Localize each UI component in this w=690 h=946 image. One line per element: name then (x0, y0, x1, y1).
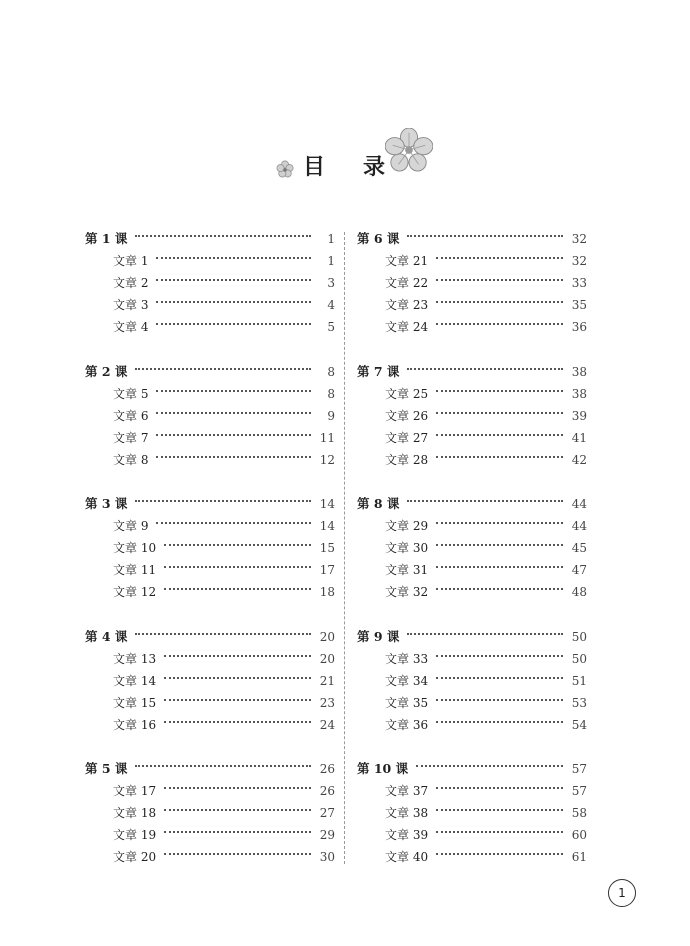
dot-leader (135, 368, 311, 370)
toc-entry[interactable] (85, 449, 335, 471)
toc-entry-page: 11 (319, 430, 335, 445)
dot-leader (164, 721, 311, 723)
toc-entry-page: 14 (319, 519, 335, 533)
toc-entry[interactable] (85, 559, 335, 581)
toc-entry[interactable] (357, 670, 587, 692)
dot-leader (164, 677, 311, 679)
toc-lesson-heading-page: 38 (571, 364, 587, 379)
dot-leader (135, 633, 311, 635)
dot-leader (436, 390, 563, 392)
toc-entry-label: 文章 20 (113, 850, 157, 864)
toc-entry-label: 文章 9 (113, 519, 149, 533)
dot-leader (436, 522, 563, 524)
toc-lesson-heading-page: 20 (319, 629, 335, 644)
toc-lesson-section (357, 228, 587, 361)
toc-entry[interactable] (357, 824, 587, 846)
toc-lesson-heading[interactable] (357, 493, 587, 515)
toc-entry-label: 文章 4 (113, 320, 149, 334)
toc-entry[interactable] (85, 537, 335, 559)
dot-leader (164, 809, 311, 811)
dot-leader (164, 566, 311, 568)
toc-entry-page: 32 (571, 254, 587, 268)
toc-entry-label: 文章 31 (385, 563, 429, 577)
dot-leader (436, 257, 563, 259)
toc-entry-label: 文章 34 (385, 673, 429, 688)
toc-entry-page: 1 (327, 254, 335, 268)
toc-entry[interactable] (357, 405, 587, 427)
toc-entry-page: 20 (319, 651, 335, 666)
toc-entry[interactable] (357, 692, 587, 714)
toc-entry-page: 54 (571, 717, 587, 732)
toc-entry-page: 58 (571, 806, 587, 820)
dot-leader (156, 412, 311, 414)
toc-lesson-heading[interactable] (85, 228, 335, 250)
toc-entry-label: 文章 30 (385, 541, 429, 555)
toc-entry-page: 26 (319, 784, 335, 798)
toc-entry-page: 36 (571, 320, 587, 334)
toc-entry[interactable] (85, 581, 335, 603)
dot-leader (156, 301, 311, 303)
toc-entry-label: 文章 13 (113, 651, 157, 666)
dot-leader (436, 787, 563, 789)
toc-entry[interactable] (357, 846, 587, 868)
dot-leader (436, 699, 563, 701)
toc-entry-label: 文章 16 (113, 717, 157, 732)
toc-lesson-heading-label: 第 2 课 (85, 363, 128, 379)
dot-leader (156, 257, 311, 259)
toc-lesson-heading[interactable] (85, 626, 335, 648)
toc-lesson-heading-label: 第 5 课 (85, 761, 128, 776)
toc-title (0, 138, 690, 198)
toc-lesson-heading-page: 14 (319, 497, 335, 511)
toc-entry-label: 文章 25 (385, 386, 429, 401)
dot-leader (416, 765, 563, 767)
toc-entry-label: 文章 28 (385, 452, 429, 467)
toc-entry-label: 文章 8 (113, 452, 149, 467)
dot-leader (407, 235, 563, 237)
toc-entry-label: 文章 33 (385, 651, 429, 666)
toc-entry[interactable] (85, 294, 335, 316)
dot-leader (156, 323, 311, 325)
dot-leader (407, 500, 563, 502)
toc-lesson-section (357, 758, 587, 891)
dot-leader (164, 699, 311, 701)
toc-lesson-section (85, 626, 335, 759)
toc-lesson-heading-page: 1 (327, 232, 335, 246)
page-number: 1 (608, 879, 636, 907)
toc-lesson-heading-label: 第 3 课 (85, 496, 128, 511)
toc-lesson-heading-label: 第 6 课 (357, 231, 400, 246)
dot-leader (164, 588, 311, 590)
toc-entry-label: 文章 40 (385, 850, 429, 864)
toc-entry-label: 文章 14 (113, 673, 157, 688)
toc-lesson-heading-page: 57 (571, 762, 587, 776)
toc-entry-page: 4 (327, 298, 335, 312)
toc-entry-label: 文章 23 (385, 298, 429, 312)
toc-entry-label: 文章 22 (385, 276, 429, 290)
toc-lesson-section (85, 493, 335, 626)
toc-entry[interactable] (357, 648, 587, 670)
dot-leader (156, 279, 311, 281)
toc-lesson-heading-label: 第 4 课 (85, 628, 128, 644)
toc-entry-label: 文章 37 (385, 784, 429, 798)
dot-leader (436, 655, 563, 657)
dot-leader (436, 853, 563, 855)
toc-entry-label: 文章 38 (385, 806, 429, 820)
toc-entry[interactable] (85, 648, 335, 670)
toc-lesson-heading-page: 50 (571, 629, 587, 644)
toc-entry-label: 文章 26 (385, 408, 429, 423)
toc-entry-page: 44 (571, 519, 587, 533)
toc-lesson-heading[interactable] (85, 758, 335, 780)
toc-entry[interactable] (357, 559, 587, 581)
title-char-1: 目 (303, 155, 326, 180)
toc-entry[interactable] (357, 780, 587, 802)
toc-entry[interactable] (85, 250, 335, 272)
toc-entry[interactable] (357, 449, 587, 471)
toc-entry-page: 17 (319, 563, 335, 577)
toc-entry-label: 文章 35 (385, 695, 429, 710)
toc-entry-label: 文章 24 (385, 320, 429, 334)
dot-leader (156, 434, 311, 436)
toc-entry[interactable] (357, 316, 587, 338)
toc-entry-label: 文章 10 (113, 541, 157, 555)
toc-entry[interactable] (85, 272, 335, 294)
dot-leader (436, 279, 563, 281)
toc-entry-page: 27 (319, 806, 335, 820)
dot-leader (135, 235, 311, 237)
toc-entry[interactable] (357, 383, 587, 405)
toc-entry[interactable] (357, 537, 587, 559)
toc-lesson-heading-page: 32 (571, 232, 587, 246)
toc-entry-label: 文章 11 (113, 563, 157, 577)
toc-lesson-heading-label: 第 10 课 (357, 761, 409, 776)
toc-entry-label: 文章 27 (385, 430, 429, 445)
toc-lesson-heading[interactable] (85, 361, 335, 383)
toc-entry-page: 57 (571, 784, 587, 798)
toc-entry-label: 文章 39 (385, 828, 429, 842)
toc-lesson-heading[interactable] (357, 361, 587, 383)
toc-entry-label: 文章 2 (113, 276, 149, 290)
dot-leader (436, 544, 563, 546)
toc-lesson-heading-label: 第 1 课 (85, 231, 128, 246)
toc-column-right (357, 228, 587, 891)
toc-entry[interactable] (85, 802, 335, 824)
toc-entry[interactable] (357, 581, 587, 603)
toc-entry-page: 60 (571, 828, 587, 842)
dot-leader (164, 544, 311, 546)
toc-column-left (85, 228, 335, 891)
toc-entry-page: 15 (319, 541, 335, 555)
dot-leader (436, 301, 563, 303)
toc-entry-label: 文章 3 (113, 298, 149, 312)
toc-entry-label: 文章 29 (385, 519, 429, 533)
toc-lesson-heading-label: 第 9 课 (357, 628, 400, 644)
toc-entry-label: 文章 36 (385, 717, 429, 732)
dot-leader (436, 412, 563, 414)
dot-leader (436, 434, 563, 436)
toc-entry-page: 9 (327, 408, 335, 423)
toc-entry[interactable] (85, 846, 335, 868)
dot-leader (436, 323, 563, 325)
dot-leader (156, 456, 311, 458)
toc-entry[interactable] (357, 802, 587, 824)
toc-entry-page: 33 (571, 276, 587, 290)
toc-entry[interactable] (85, 405, 335, 427)
toc-lesson-heading-page: 44 (571, 497, 587, 511)
toc-lesson-heading-label: 第 7 课 (357, 363, 400, 379)
toc-entry-label: 文章 17 (113, 784, 157, 798)
dot-leader (407, 368, 563, 370)
toc-entry-page: 29 (319, 828, 335, 842)
column-divider (344, 232, 345, 864)
toc-lesson-heading[interactable] (357, 626, 587, 648)
toc-entry[interactable] (357, 294, 587, 316)
dot-leader (436, 566, 563, 568)
dot-leader (436, 588, 563, 590)
toc-entry-label: 文章 19 (113, 828, 157, 842)
toc-entry-page: 8 (327, 386, 335, 401)
toc-entry[interactable] (357, 427, 587, 449)
toc-entry-label: 文章 21 (385, 254, 429, 268)
dot-leader (164, 787, 311, 789)
toc-lesson-section (357, 493, 587, 626)
toc-lesson-heading-page: 8 (327, 364, 335, 379)
toc-entry-page: 23 (319, 695, 335, 710)
dot-leader (436, 456, 563, 458)
toc-entry[interactable] (357, 714, 587, 736)
toc-entry[interactable] (85, 316, 335, 338)
toc-entry-page: 48 (571, 585, 587, 599)
toc-entry-page: 21 (319, 673, 335, 688)
toc-entry-label: 文章 18 (113, 806, 157, 820)
toc-lesson-heading-label: 第 8 课 (357, 496, 400, 511)
toc-entry-page: 38 (571, 386, 587, 401)
toc-lesson-section (85, 758, 335, 891)
toc-lesson-section (85, 361, 335, 494)
toc-entry[interactable] (85, 515, 335, 537)
toc-entry-label: 文章 5 (113, 386, 149, 401)
dot-leader (164, 655, 311, 657)
dot-leader (164, 831, 311, 833)
toc-entry[interactable] (85, 780, 335, 802)
toc-entry-page: 3 (327, 276, 335, 290)
toc-entry-page: 18 (319, 585, 335, 599)
toc-entry-label: 文章 15 (113, 695, 157, 710)
toc-entry[interactable] (85, 824, 335, 846)
toc-entry-page: 24 (319, 717, 335, 732)
title-char-2: 录 (363, 155, 386, 180)
toc-entry-page: 53 (571, 695, 587, 710)
toc-entry-page: 45 (571, 541, 587, 555)
toc-entry[interactable] (85, 670, 335, 692)
flower-icon (276, 160, 294, 178)
dot-leader (436, 831, 563, 833)
dot-leader (135, 500, 311, 502)
dot-leader (135, 765, 311, 767)
toc-entry-page: 35 (571, 298, 587, 312)
toc-lesson-heading-page: 26 (319, 762, 335, 776)
dot-leader (156, 522, 311, 524)
toc-entry-page: 12 (319, 452, 335, 467)
toc-entry-page: 50 (571, 651, 587, 666)
toc-entry-label: 文章 12 (113, 585, 157, 599)
toc-lesson-heading[interactable] (357, 758, 587, 780)
dot-leader (156, 390, 311, 392)
toc-entry-label: 文章 1 (113, 254, 149, 268)
toc-entry-page: 30 (319, 850, 335, 864)
dot-leader (164, 853, 311, 855)
toc-lesson-heading[interactable] (85, 493, 335, 515)
toc-lesson-section (357, 361, 587, 494)
toc-entry-page: 41 (571, 430, 587, 445)
toc-entry[interactable] (357, 250, 587, 272)
toc-entry-page: 42 (571, 452, 587, 467)
dot-leader (436, 809, 563, 811)
toc-lesson-section (357, 626, 587, 759)
toc-entry[interactable] (357, 515, 587, 537)
dot-leader (436, 677, 563, 679)
toc-entry-page: 47 (571, 563, 587, 577)
toc-entry[interactable] (85, 383, 335, 405)
toc-entry[interactable] (357, 272, 587, 294)
toc-entry-page: 39 (571, 408, 587, 423)
toc-entry-label: 文章 7 (113, 430, 149, 445)
dot-leader (407, 633, 563, 635)
toc-lesson-section (85, 228, 335, 361)
toc-entry[interactable] (85, 427, 335, 449)
toc-entry-page: 61 (571, 850, 587, 864)
dot-leader (436, 721, 563, 723)
flower-icon (385, 128, 433, 172)
toc-lesson-heading[interactable] (357, 228, 587, 250)
toc-entry-page: 51 (571, 673, 587, 688)
toc-entry-label: 文章 6 (113, 408, 149, 423)
toc-entry[interactable] (85, 714, 335, 736)
toc-entry[interactable] (85, 692, 335, 714)
toc-entry-label: 文章 32 (385, 585, 429, 599)
toc-entry-page: 5 (327, 320, 335, 334)
